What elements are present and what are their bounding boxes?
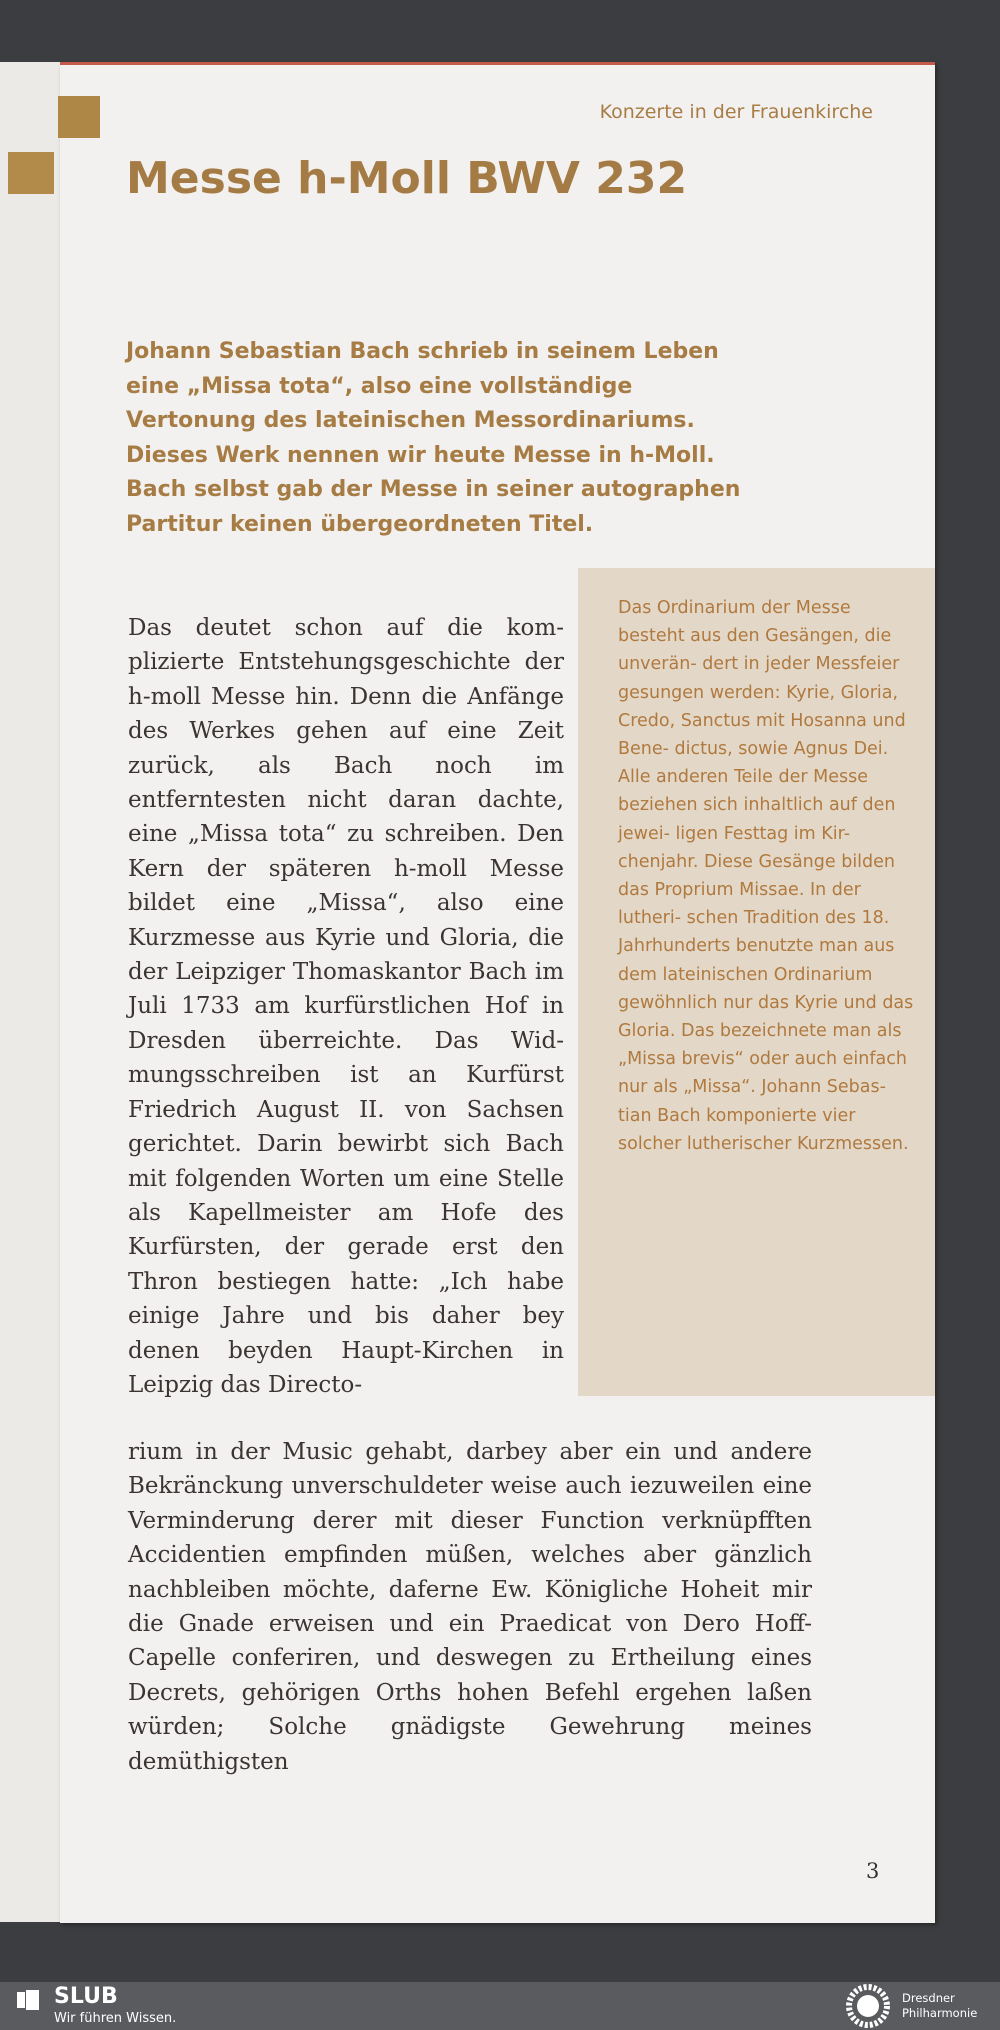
dresdner-philharmonie-name: Dresdner Philharmonie <box>902 1991 978 2020</box>
running-head: Konzerte in der Frauenkirche <box>599 101 873 123</box>
previous-page-corner-square <box>8 152 54 194</box>
body-text-full-width: rium in der Music gehabt, darbey aber ein und andere Bekränckung unverschuldeter weise auch iezuweilen eine Verminderung derer mit dieser Function verknüpfften Accidentien empfinden müßen, welches aber gänzlich nachbleiben möchte, daferne Ew. Königliche Hoheit mir die Gnade erweisen und ein Praedicat von Dero Hoff-Capelle conferiren, und deswegen zu Ertheilung eines Decrets, gehörigen Orths hohen Befehl ergehen laßen würden; Solche gnädigste Gewehrung meines demüthigsten <box>128 1439 812 1775</box>
page-number: 3 <box>866 1859 880 1883</box>
brochure-page <box>60 62 935 1923</box>
previous-page-edge <box>0 62 63 1922</box>
slub-slogan: Wir führen Wissen. <box>54 2011 177 2026</box>
lead-paragraph: Johann Sebastian Bach schrieb in seinem Leben eine „Missa tota“, also eine vollständige Vertonung des lateinischen Messordinariums. Dieses Werk nennen wir heute Messe in h-Moll. Bach selbst gab der Messe in seiner autographen Partitur keinen übergeordneten Titel. <box>126 339 741 537</box>
page-title: Messe h-Moll BWV 232 <box>126 153 688 204</box>
sidebar-text: Das Ordinarium der Messe besteht aus den Gesängen, die unverän- dert in jeder Messfeier gesungen werden: Kyrie, Gloria, Credo, Sanctus mit Hosanna und Bene- dictus, sowie Agnus Dei. Alle anderen Teile der Messe beziehen sich inhaltlich auf den jewei- ligen Festtag im Kir- chenjahr. Diese Gesänge bilden das Proprium Missae. In der lutheri- schen Tradition des 18. Jahrhunderts benutzte man aus dem lateinischen Ordinarium gewöhnlich nur das Kyrie und das Gloria. Das bezeichnete man als „Missa brevis“ oder auch einfach nur als „Missa“. Johann Sebas- tian Bach komponierte vier solcher lutherischer Kurzmessen. <box>618 598 914 1154</box>
body-text-column: Das deutet schon auf die komplizierte Entstehungsgeschichte der h-moll Messe hin. Denn die Anfänge des Werkes gehen auf eine Zeit zurück, als Bach noch im entferntesten nicht daran dachte, eine „Missa tota“ zu schreiben. Den Kern der späteren h-moll Messe bildet eine „Missa“, also eine Kurzmesse aus Kyrie und Gloria, die der Leipziger Thomaskantor Bach im Juli 1733 am kurfürstlichen Hof in Dresden überreichte. Das Widmungsschreiben ist an Kurfürst Friedrich August II. von Sachsen gerichtet. Darin bewirbt sich Bach mit folgenden Worten um eine Stelle als Kapellmeister am Hofe des Kurfürsten, der gerade erst den Thron bestiegen hatte: „Ich habe einige Jahre und bis daher bey denen beyden Haupt-Kirchen in Leipzig das Directo- <box>128 615 564 1398</box>
slub-logo-icon <box>14 1987 40 2013</box>
sidebar-box <box>578 568 935 1396</box>
slub-label: SLUB <box>54 1984 118 2009</box>
dresdner-philharmonie-logo-icon <box>840 1982 896 2030</box>
corner-square <box>58 96 100 138</box>
viewer-footer <box>0 1982 1000 2030</box>
